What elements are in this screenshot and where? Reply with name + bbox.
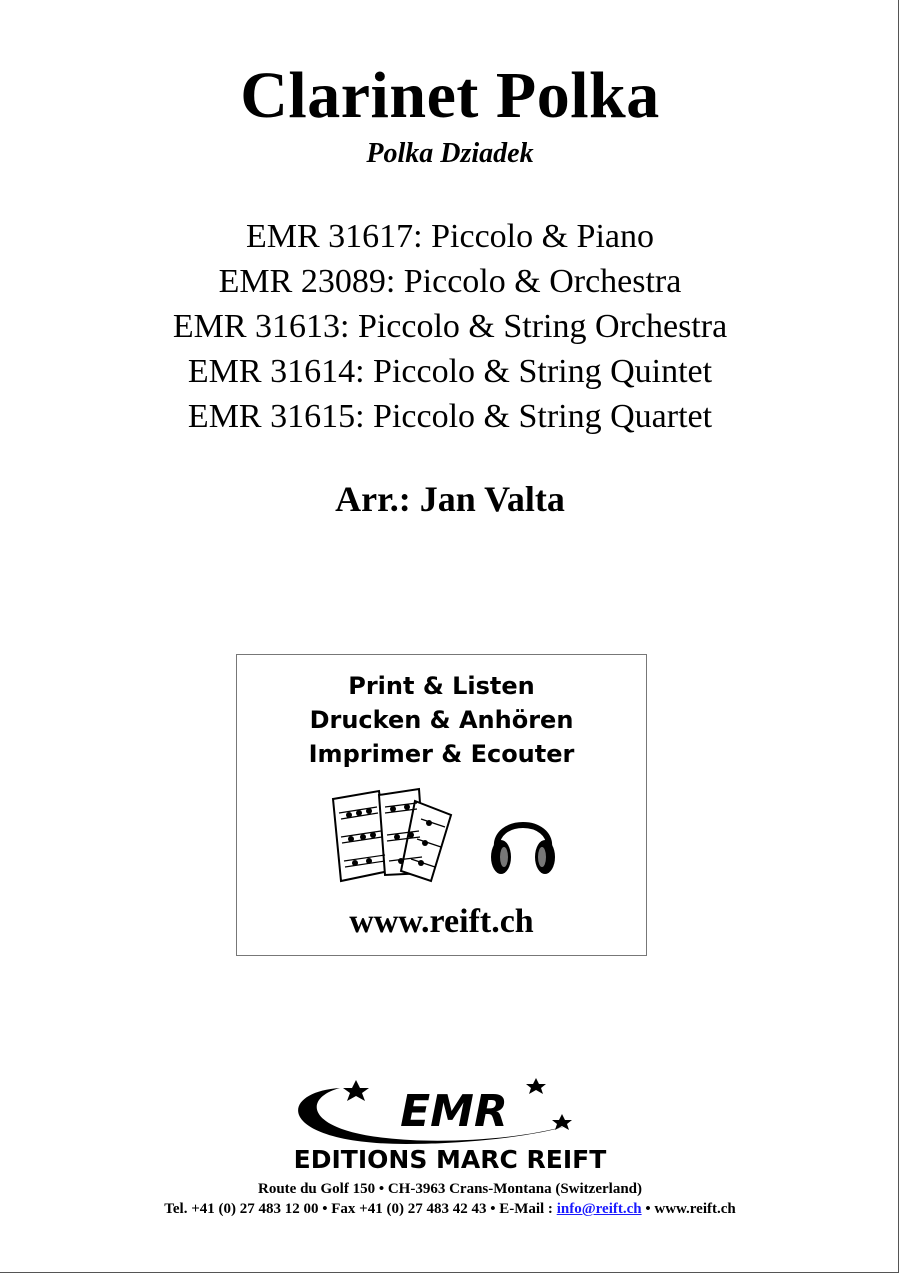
edition-item: EMR 31614: Piccolo & String Quintet [187, 353, 713, 390]
logo-emr-text: EMR [400, 1086, 508, 1137]
contact-suffix: • www.reift.ch [641, 1201, 736, 1217]
edition-item: EMR 31617: Piccolo & Piano [246, 218, 654, 255]
promo-line-en: Print & Listen [348, 672, 535, 700]
subtitle: Polka Dziadek [366, 138, 534, 169]
arranger: Arr.: Jan Valta [335, 479, 565, 519]
edition-list [0, 214, 900, 439]
edition-item: EMR 23089: Piccolo & Orchestra [218, 263, 682, 300]
promo-url: www.reift.ch [349, 903, 534, 940]
print-listen-box[interactable] [236, 654, 647, 956]
edition-item: EMR 31615: Piccolo & String Quartet [187, 398, 713, 435]
page-title: Clarinet Polka [240, 59, 660, 132]
sheet-music-icon [327, 785, 457, 885]
publisher-address: Route du Golf 150 • CH-3963 Crans-Montana (Switzerland) [258, 1181, 642, 1197]
headphones-icon [487, 803, 559, 879]
edition-item: EMR 31613: Piccolo & String Orchestra [172, 308, 728, 345]
contact-prefix: Tel. +41 (0) 27 483 12 00 • Fax +41 (0) 27 483 42 43 • E-Mail : [164, 1201, 557, 1217]
email-link[interactable]: info@reift.ch [556, 1201, 642, 1217]
promo-line-de: Drucken & Anhören [309, 706, 574, 734]
emr-logo [236, 1074, 666, 1174]
publisher-contact [0, 1201, 900, 1218]
publisher-name: EDITIONS MARC REIFT [293, 1145, 607, 1174]
promo-text [237, 669, 646, 771]
promo-line-fr: Imprimer & Ecouter [308, 740, 575, 768]
